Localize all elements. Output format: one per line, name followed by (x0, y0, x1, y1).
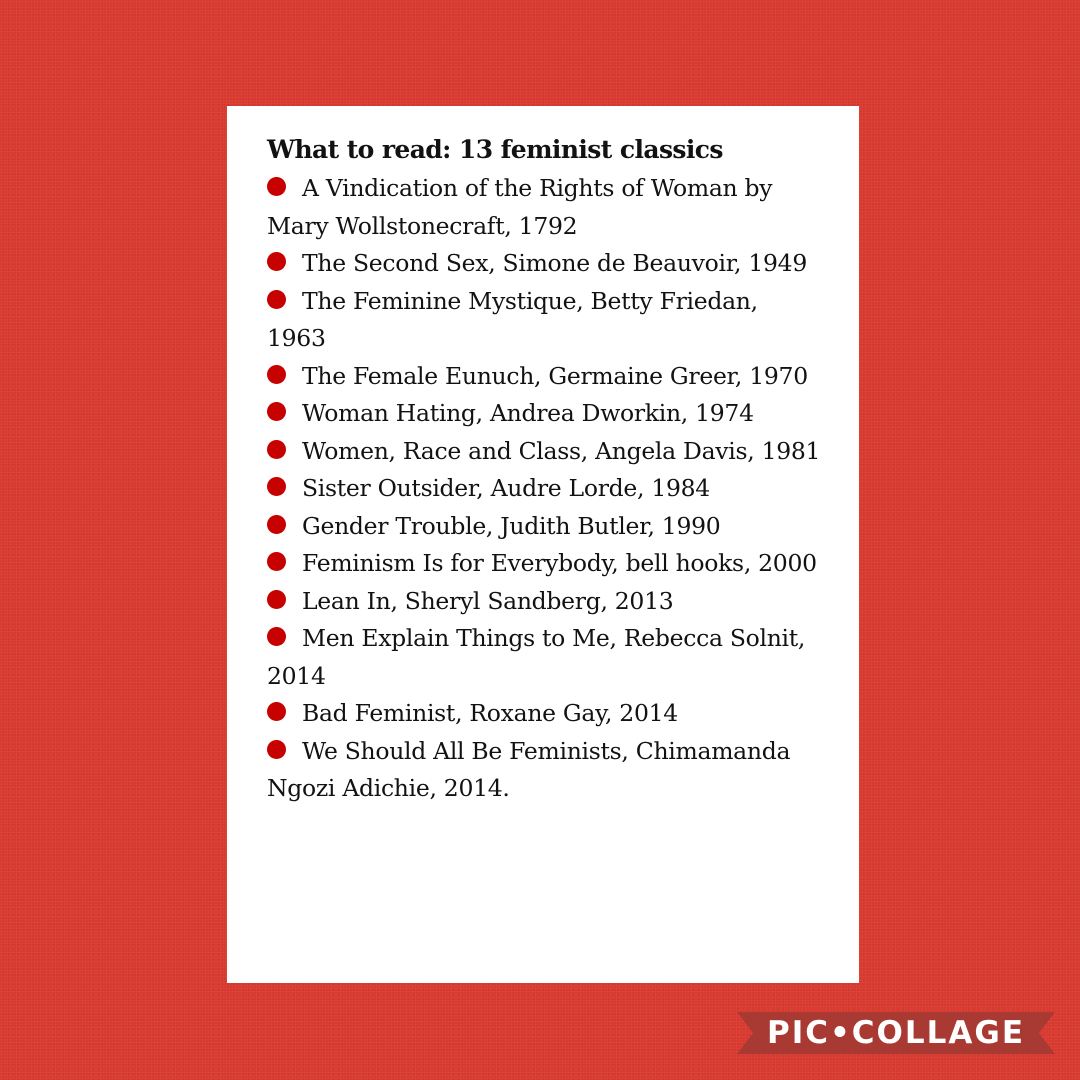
bullet-dot-icon (267, 402, 286, 421)
book-item (267, 583, 823, 621)
bullet-dot-icon (267, 365, 286, 384)
book-text: Gender Trouble, Judith Butler, 1990 (302, 511, 721, 540)
book-item (267, 283, 823, 358)
bullet-dot-icon (267, 627, 286, 646)
bullet-dot-icon (267, 515, 286, 534)
book-item (267, 245, 823, 283)
book-item (267, 620, 823, 695)
book-text: Lean In, Sheryl Sandberg, 2013 (302, 586, 674, 615)
book-item (267, 433, 823, 471)
book-item (267, 695, 823, 733)
card-title: What to read: 13 feminist classics (267, 135, 723, 164)
bullet-dot-icon (267, 177, 286, 196)
pic-collage-watermark (737, 1012, 1055, 1054)
book-item (267, 545, 823, 583)
book-item (267, 170, 823, 245)
bullet-dot-icon (267, 440, 286, 459)
reading-list-card (227, 106, 859, 983)
book-text: Women, Race and Class, Angela Davis, 1981 (302, 436, 821, 465)
book-text: Men Explain Things to Me, Rebecca Solnit, 2014 (267, 624, 806, 690)
book-text: Feminism Is for Everybody, bell hooks, 2000 (302, 549, 817, 577)
book-item (267, 395, 823, 433)
bullet-dot-icon (267, 590, 286, 609)
book-text: Sister Outsider, Audre Lorde, 1984 (302, 474, 710, 502)
bullet-dot-icon (267, 290, 286, 309)
book-item (267, 470, 823, 508)
book-item (267, 508, 823, 546)
book-text: Woman Hating, Andrea Dworkin, 1974 (302, 399, 754, 427)
book-text: The Feminine Mystique, Betty Friedan, 1963 (267, 286, 758, 352)
bullet-dot-icon (267, 552, 286, 571)
bullet-dot-icon (267, 477, 286, 496)
bullet-dot-icon (267, 740, 286, 759)
bullet-dot-icon (267, 702, 286, 721)
book-item (267, 733, 823, 808)
book-text: The Female Eunuch, Germaine Greer, 1970 (302, 361, 808, 390)
book-text: The Second Sex, Simone de Beauvoir, 1949 (302, 249, 807, 277)
book-text: We Should All Be Feminists, Chimamanda Ngozi Adichie, 2014. (267, 736, 791, 802)
bullet-dot-icon (267, 252, 286, 271)
watermark-text: PIC•COLLAGE (766, 1015, 1026, 1051)
book-text: Bad Feminist, Roxane Gay, 2014 (302, 699, 678, 727)
book-text: A Vindication of the Rights of Woman by Mary Wollstonecraft, 1792 (267, 174, 773, 240)
book-list (267, 170, 823, 808)
book-item (267, 358, 823, 396)
